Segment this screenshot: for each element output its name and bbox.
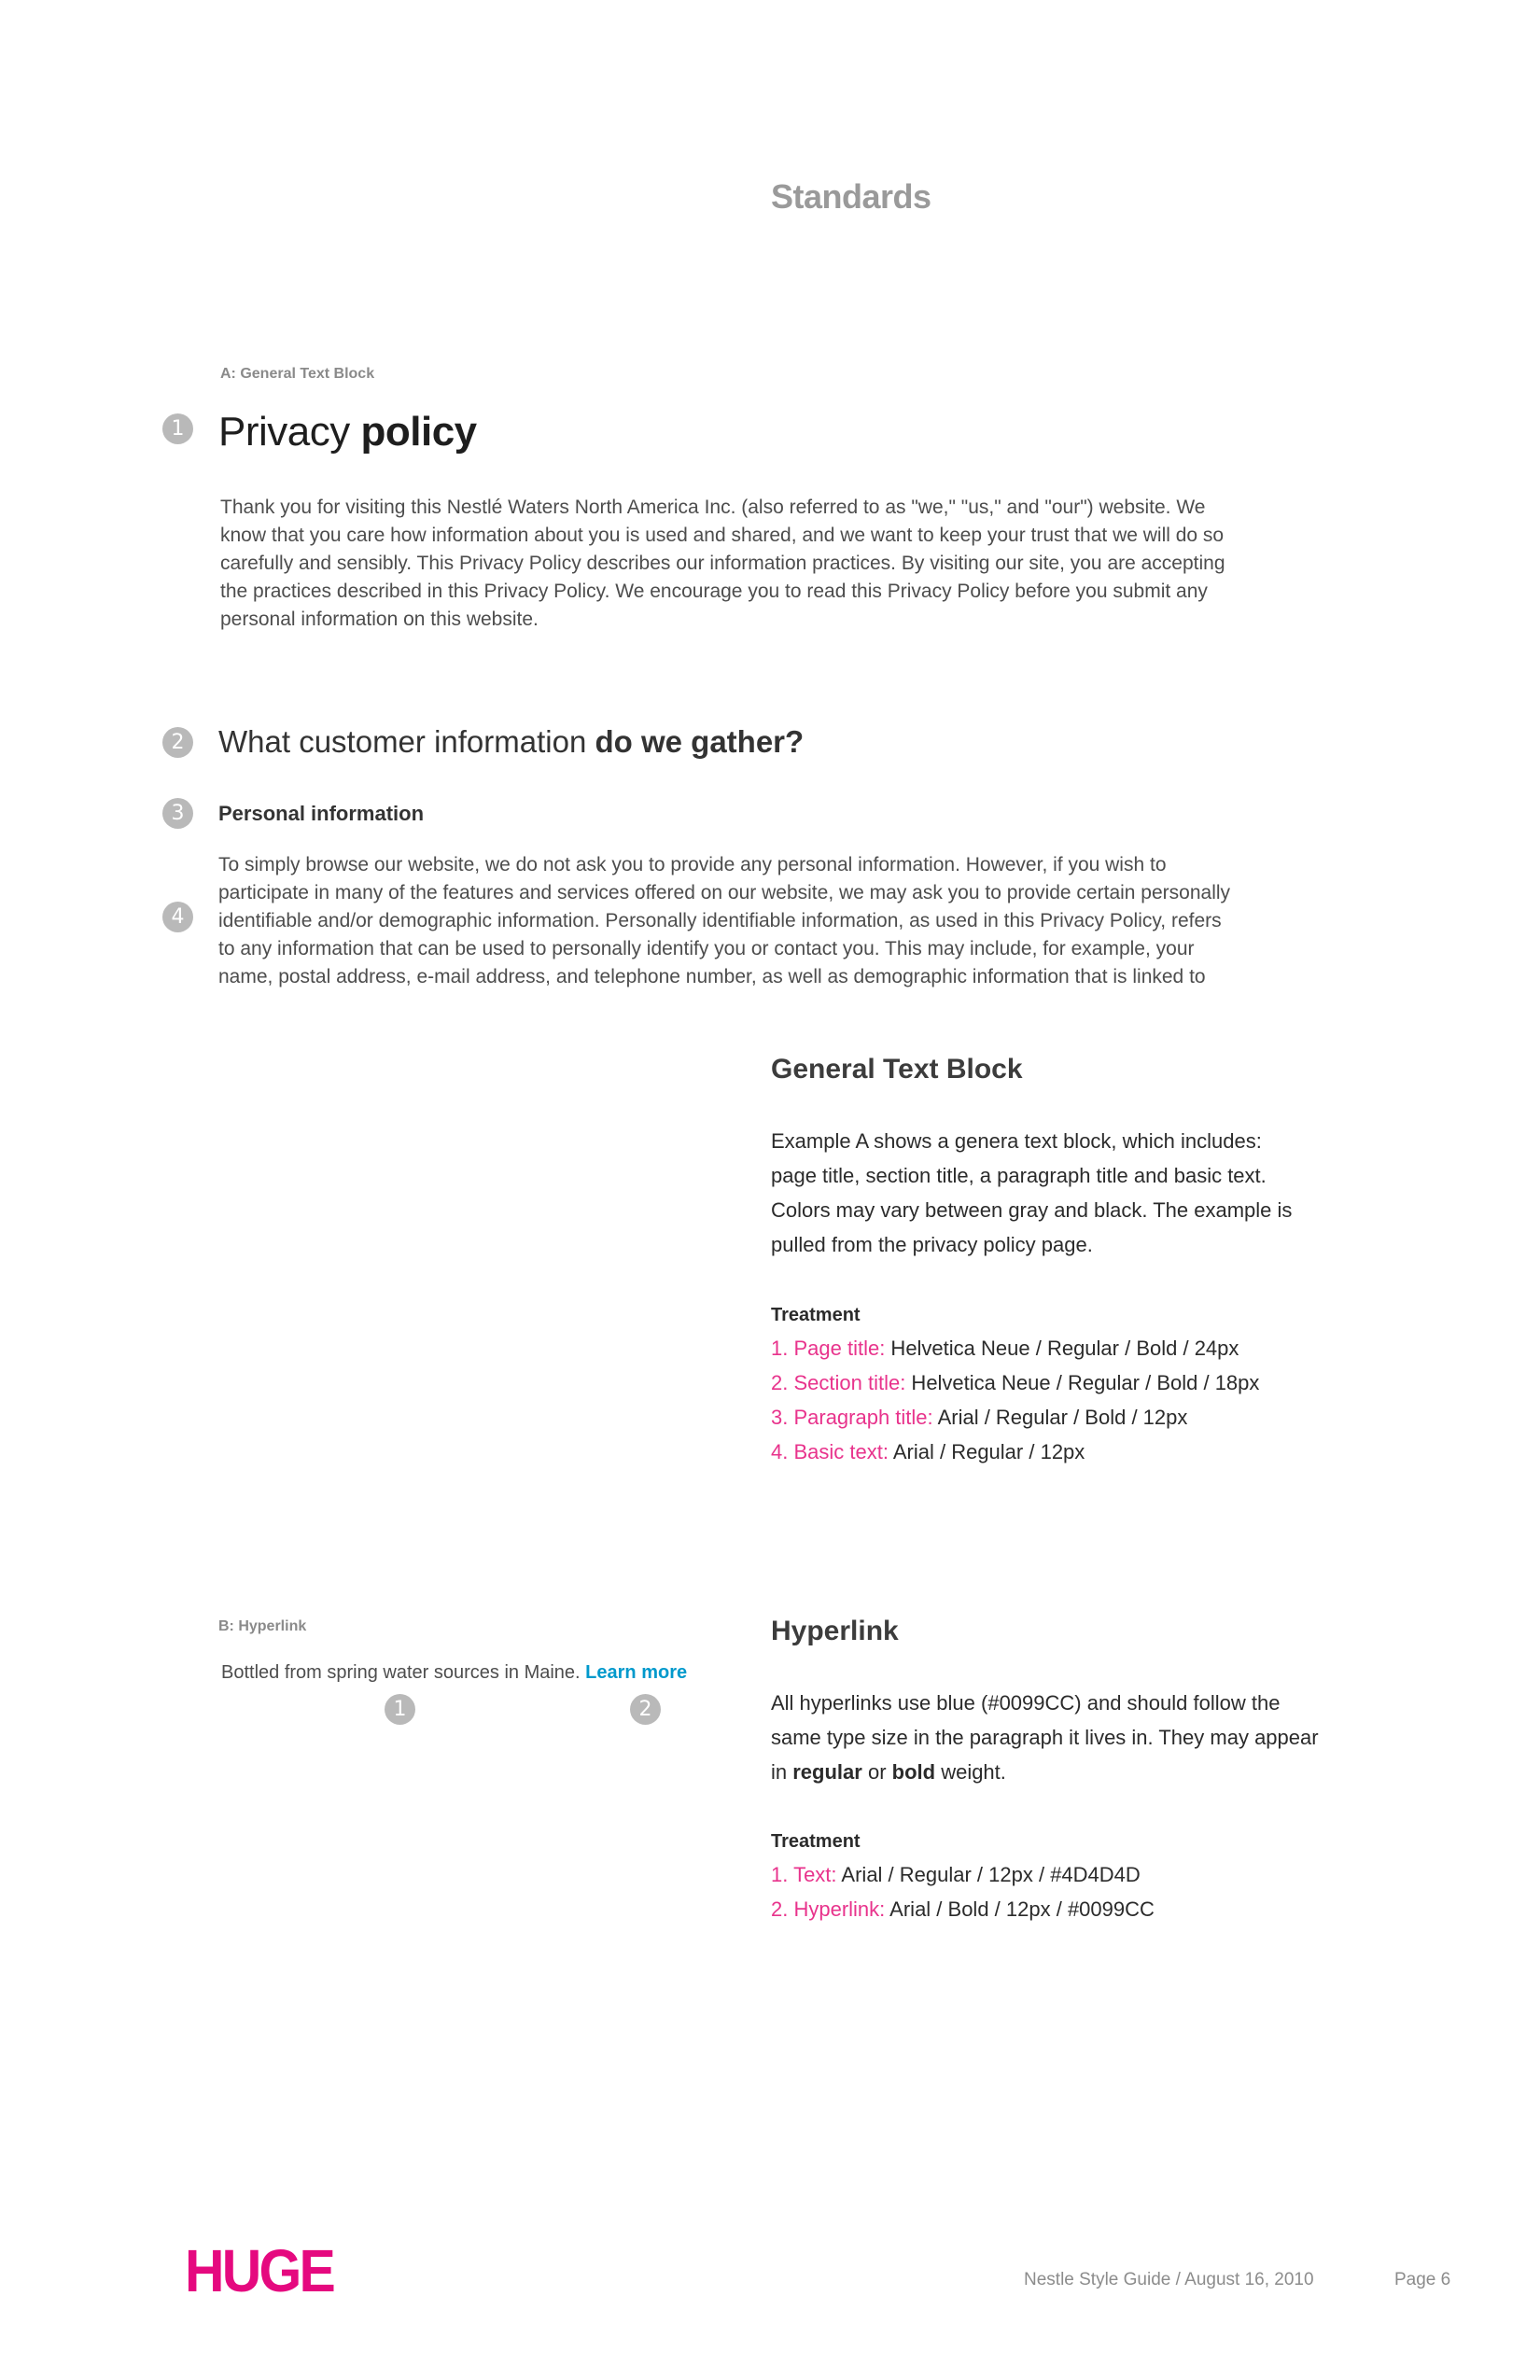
description-text: weight. xyxy=(935,1760,1006,1784)
intro-line: the practices described in this Privacy Policy. We encourage you to read this Privacy Policy before you submit any xyxy=(220,581,1208,602)
description-line: Colors may vary between gray and black. The example is xyxy=(771,1198,1293,1222)
intro-line: personal information on this website. xyxy=(220,609,539,630)
body-line: identifiable and/or demographic information. Personally identifiable information, as used in this Privacy Policy, refers xyxy=(218,910,1222,931)
example-paragraph-title: Personal information xyxy=(218,802,425,825)
body-line: To simply browse our website, we do not ask you to provide any personal information. However, if you wish to xyxy=(218,854,1167,875)
treatment-value: Arial / Regular / 12px / #4D4D4D xyxy=(836,1863,1141,1886)
treatment-value: Arial / Regular / Bold / 12px xyxy=(932,1406,1188,1429)
example-page-title xyxy=(218,409,477,455)
bold-weight-word: bold xyxy=(891,1760,936,1784)
general-text-block-description xyxy=(771,1124,1368,1262)
marker-1: 1 xyxy=(162,413,193,444)
treatment-item xyxy=(771,1400,1259,1435)
description-line xyxy=(771,1755,1368,1789)
treatment-item xyxy=(771,1892,1155,1926)
description-line: same type size in the paragraph it lives in. They may appear xyxy=(771,1726,1319,1749)
page-title-regular: Privacy xyxy=(218,409,361,455)
example-body-paragraph xyxy=(218,851,1230,991)
treatment-item xyxy=(771,1365,1259,1400)
treatment-key: 3. Paragraph title: xyxy=(771,1406,933,1429)
treatment-value: Helvetica Neue / Regular / Bold / 18px xyxy=(905,1371,1260,1394)
example-intro-paragraph xyxy=(220,494,1225,634)
marker-2: 2 xyxy=(630,1694,661,1725)
intro-line: carefully and sensibly. This Privacy Policy describes our information practices. By visiting our site, you are accepting xyxy=(220,553,1225,574)
description-line: pulled from the privacy policy page. xyxy=(771,1233,1093,1256)
page-number: Page 6 xyxy=(1394,2270,1451,2289)
treatment-value: Arial / Bold / 12px / #0099CC xyxy=(885,1897,1155,1921)
treatment-label: Treatment xyxy=(771,1831,861,1852)
example-a-label: A: General Text Block xyxy=(220,366,375,382)
treatment-key: 2. Section title: xyxy=(771,1371,906,1394)
footer-guide-info: Nestle Style Guide / August 16, 2010 xyxy=(1024,2270,1314,2289)
description-line: page title, section title, a paragraph title and basic text. xyxy=(771,1164,1267,1187)
body-line: participate in many of the features and services offered on our website, we may ask you to provide certain personally xyxy=(218,882,1231,903)
treatment-item xyxy=(771,1435,1259,1469)
example-b-label: B: Hyperlink xyxy=(218,1618,307,1634)
description-line: All hyperlinks use blue (#0099CC) and should follow the xyxy=(771,1691,1281,1715)
body-line: name, postal address, e-mail address, and telephone number, as well as demographic information that is linked to xyxy=(218,966,1206,987)
huge-logo: HUGE xyxy=(185,2237,334,2304)
section-title-bold: do we gather? xyxy=(595,724,805,759)
treatment-list xyxy=(771,1331,1259,1469)
hyperlink-title: Hyperlink xyxy=(771,1616,899,1646)
marker-1: 1 xyxy=(385,1694,415,1725)
page-heading: Standards xyxy=(771,177,931,216)
marker-2: 2 xyxy=(162,727,193,758)
intro-line: know that you care how information about you is used and shared, and we want to keep your trust that we will do so xyxy=(220,525,1225,546)
description-line: Example A shows a genera text block, which includes: xyxy=(771,1129,1262,1153)
hyperlink-example-text: Bottled from spring water sources in Maine. xyxy=(221,1662,586,1683)
treatment-key: 1. Text: xyxy=(771,1863,837,1886)
page-title-bold: policy xyxy=(360,409,477,455)
treatment-value: Arial / Regular / 12px xyxy=(888,1440,1085,1463)
description-text: or xyxy=(861,1760,892,1784)
treatment-key: 1. Page title: xyxy=(771,1337,886,1360)
example-section-title xyxy=(218,724,804,760)
learn-more-link[interactable]: Learn more xyxy=(585,1662,688,1683)
regular-weight-word: regular xyxy=(792,1760,862,1784)
treatment-item xyxy=(771,1857,1155,1892)
treatment-list xyxy=(771,1857,1155,1926)
hyperlink-description xyxy=(771,1686,1368,1789)
section-title-regular: What customer information xyxy=(218,724,595,759)
hyperlink-example xyxy=(221,1662,687,1684)
treatment-value: Helvetica Neue / Regular / Bold / 24px xyxy=(885,1337,1239,1360)
general-text-block-title: General Text Block xyxy=(771,1054,1023,1085)
treatment-key: 2. Hyperlink: xyxy=(771,1897,886,1921)
treatment-key: 4. Basic text: xyxy=(771,1440,889,1463)
treatment-item xyxy=(771,1331,1259,1365)
intro-line: Thank you for visiting this Nestlé Waters North America Inc. (also referred to as "we," "us," and "our") website. We xyxy=(220,497,1206,518)
marker-4: 4 xyxy=(162,902,193,932)
marker-3: 3 xyxy=(162,798,193,829)
body-line: to any information that can be used to personally identify you or contact you. This may include, for example, your xyxy=(218,938,1195,959)
description-text: in xyxy=(771,1760,793,1784)
treatment-label: Treatment xyxy=(771,1305,861,1325)
